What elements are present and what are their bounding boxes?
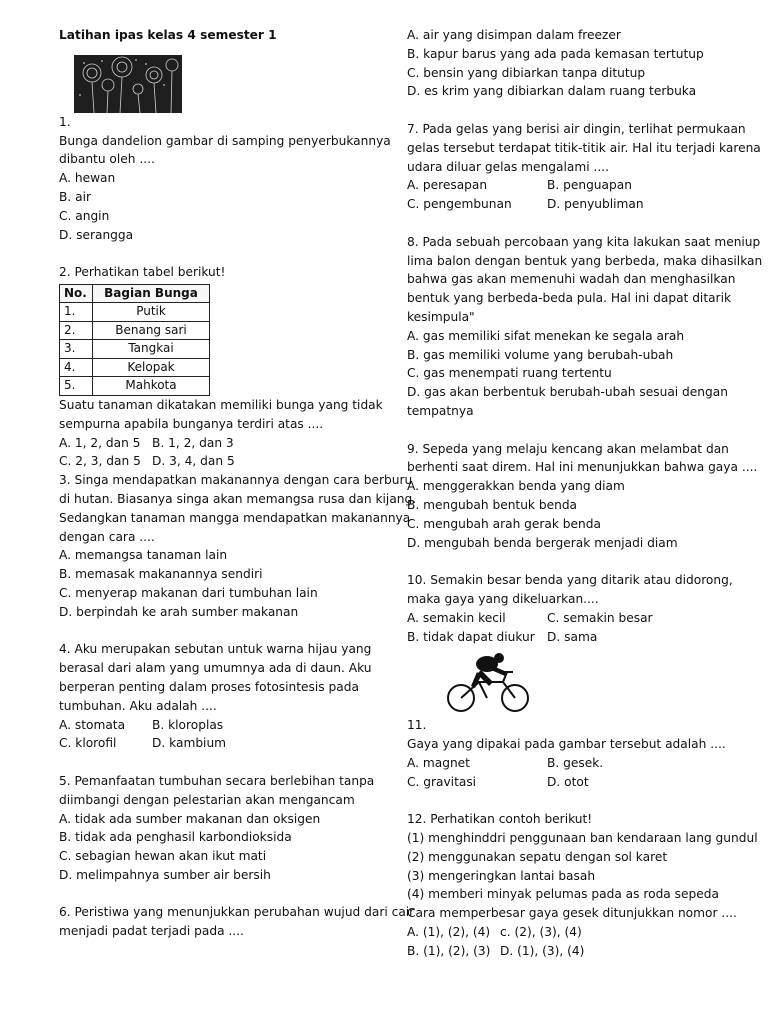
- q4-text-line2: berasal dari alam yang umumnya ada di daun. Aku: [59, 661, 372, 676]
- q8-text-line4: bentuk yang berbeda-beda pula. Hal ini dapat ditarik: [407, 291, 732, 306]
- q1-option-b: B. air: [59, 189, 91, 204]
- q9-option-a: A. menggerakkan benda yang diam: [407, 479, 625, 494]
- cyclist-illustration: [441, 652, 541, 716]
- right-column: [407, 26, 763, 961]
- q9-text-line2: berhenti saat direm. Hal ini menunjukkan bahwa gaya ....: [407, 460, 758, 475]
- q12-options-row1: [407, 923, 752, 942]
- table-cell-part: Putik: [93, 303, 210, 322]
- q1-option-a: A. hewan: [59, 171, 116, 186]
- q3-option-d: D. berpindah ke arah sumber makanan: [59, 604, 299, 619]
- q11-option-b: B. gesek.: [547, 755, 604, 770]
- q4-text-line3: berperan penting dalam proses fotosintesis pada: [59, 679, 359, 694]
- q5-text-line1: 5. Pemanfaatan tumbuhan secara berlebihan tanpa: [59, 773, 375, 788]
- q10-options-row2: [407, 628, 752, 647]
- q8-text-line1: 8. Pada sebuah percobaan yang kita lakukan saat meniup: [407, 234, 761, 249]
- q12-intro: 12. Perhatikan contoh berikut!: [407, 812, 593, 827]
- q12-option-d: D. (1), (3), (4): [500, 943, 585, 958]
- q7-text-line1: 7. Pada gelas yang berisi air dingin, terlihat permukaan: [407, 121, 746, 136]
- q12-option-a: A. (1), (2), (4): [407, 925, 491, 940]
- q9-option-d: D. mengubah benda bergerak menjadi diam: [407, 535, 678, 550]
- q1-option-c: C. angin: [59, 208, 110, 223]
- q11-number: 11.: [407, 718, 427, 733]
- q2-option-b: B. 1, 2, dan 3: [152, 435, 234, 450]
- flower-parts-table: [59, 284, 210, 396]
- q2-option-a: A. 1, 2, dan 5: [59, 435, 141, 450]
- q12-item-4: (4) memberi minyak pelumas pada as roda sepeda: [407, 887, 719, 902]
- table-cell-no: 5.: [60, 377, 93, 396]
- q5-option-c: C. sebagian hewan akan ikut mati: [59, 849, 267, 864]
- q11-text-line1: Gaya yang dipakai pada gambar tersebut adalah ....: [407, 737, 726, 752]
- q5-text-line2: diimbangi dengan pelestarian akan mengancam: [59, 792, 355, 807]
- q9-option-b: B. mengubah bentuk benda: [407, 497, 578, 512]
- table-cell-no: 2.: [60, 321, 93, 340]
- table-header-no: No.: [60, 284, 93, 303]
- q4-options-row2: [59, 734, 397, 753]
- q7-text-line3: udara diluar gelas mengalami ....: [407, 159, 609, 174]
- q7-option-d: D. penyubliman: [547, 197, 644, 212]
- q7-options-row1: [407, 176, 752, 195]
- q11-option-d: D. otot: [547, 774, 589, 789]
- table-row: [60, 303, 210, 322]
- q7-text-line2: gelas tersebut terdapat titik-titik air. Hal itu terjadi karena: [407, 140, 761, 155]
- q12-item-3: (3) mengeringkan lantai basah: [407, 868, 596, 883]
- q8-text-line3: bahwa gas akan memenuhi wadah dan menghasilkan: [407, 272, 736, 287]
- q10-text-line1: 10. Semakin besar benda yang ditarik atau didorong,: [407, 573, 733, 588]
- q10-option-b: B. tidak dapat diukur: [407, 629, 535, 644]
- q6-text-line1: 6. Peristiwa yang menunjukkan perubahan wujud dari cair: [59, 905, 415, 920]
- q6-option-a: A. air yang disimpan dalam freezer: [407, 28, 621, 42]
- q4-options-row1: [59, 716, 397, 735]
- q4-option-a: A. stomata: [59, 717, 126, 732]
- q12-item-1: (1) menghinddri penggunaan ban kendaraan lang gundul: [407, 831, 758, 846]
- q6-option-c: C. bensin yang dibiarkan tanpa ditutup: [407, 65, 646, 80]
- q2-intro: 2. Perhatikan tabel berikut!: [59, 265, 226, 280]
- q1-option-d: D. serangga: [59, 227, 134, 242]
- q12-item-2: (2) menggunakan sepatu dengan sol karet: [407, 849, 668, 864]
- q3-text-line1: 3. Singa mendapatkan makanannya dengan cara berburu: [59, 473, 413, 488]
- q8-option-a: A. gas memiliki sifat menekan ke segala arah: [407, 328, 685, 343]
- q8-text-line2: lima balon dengan bentuk yang berbeda, maka dihasilkan: [407, 253, 763, 268]
- table-header-part: Bagian Bunga: [93, 284, 210, 303]
- dandelion-photo: [74, 55, 182, 113]
- q6-option-d: D. es krim yang dibiarkan dalam ruang terbuka: [407, 84, 697, 99]
- q2-text-line2: sempurna apabila bunganya terdiri atas ....: [59, 416, 324, 431]
- table-cell-part: Tangkai: [93, 340, 210, 359]
- q1-number: 1.: [59, 114, 71, 129]
- q11-options-row2: [407, 773, 752, 792]
- q3-text-line2: di hutan. Biasanya singa akan memangsa rusa dan kijang.: [59, 491, 417, 506]
- q2-options-row2: [59, 452, 397, 471]
- q5-option-b: B. tidak ada penghasil karbondioksida: [59, 830, 292, 845]
- left-column: [59, 26, 417, 941]
- q12-option-c: c. (2), (3), (4): [500, 925, 582, 940]
- q2-option-d: D. 3, 4, dan 5: [152, 454, 235, 469]
- q3-option-a: A. memangsa tanaman lain: [59, 548, 228, 563]
- q9-text-line1: 9. Sepeda yang melaju kencang akan melambat dan: [407, 441, 729, 456]
- q3-text-line4: dengan cara ....: [59, 529, 155, 544]
- q2-option-c: C. 2, 3, dan 5: [59, 454, 141, 469]
- q10-option-a: A. semakin kecil: [407, 610, 506, 625]
- q4-option-b: B. kloroplas: [152, 717, 224, 732]
- q2-text-line1: Suatu tanaman dikatakan memiliki bunga yang tidak: [59, 397, 383, 412]
- q7-options-row2: [407, 195, 752, 214]
- q8-text-line5: kesimpula": [407, 309, 475, 324]
- q3-option-c: C. menyerap makanan dari tumbuhan lain: [59, 585, 318, 600]
- table-cell-part: Benang sari: [93, 321, 210, 340]
- q1-text-line1: Bunga dandelion gambar di samping penyerbukannya: [59, 133, 391, 148]
- q5-option-a: A. tidak ada sumber makanan dan oksigen: [59, 811, 321, 826]
- q5-option-d: D. melimpahnya sumber air bersih: [59, 867, 271, 882]
- q8-option-d-cont: tempatnya: [407, 403, 474, 418]
- q10-option-d: D. sama: [547, 629, 598, 644]
- q10-options-row1: [407, 609, 752, 628]
- q7-option-c: C. pengembunan: [407, 197, 512, 212]
- q10-text-line2: maka gaya yang dikeluarkan....: [407, 591, 599, 606]
- q2-options-row1: [59, 434, 397, 453]
- q8-option-b: B. gas memiliki volume yang berubah-ubah: [407, 347, 674, 362]
- table-cell-part: Mahkota: [93, 377, 210, 396]
- q9-option-c: C. mengubah arah gerak benda: [407, 516, 601, 531]
- q12-option-b: B. (1), (2), (3): [407, 943, 491, 958]
- q6-option-b: B. kapur barus yang ada pada kemasan tertutup: [407, 46, 704, 61]
- q8-option-d: D. gas akan berbentuk berubah-ubah sesuai dengan: [407, 385, 728, 400]
- table-row: [60, 358, 210, 377]
- table-row: [60, 340, 210, 359]
- table-row: [60, 321, 210, 340]
- table-cell-part: Kelopak: [93, 358, 210, 377]
- q11-option-a: A. magnet: [407, 755, 470, 770]
- q11-options-row1: [407, 754, 752, 773]
- table-header-row: [60, 284, 210, 303]
- q6-text-line2: menjadi padat terjadi pada ....: [59, 924, 244, 939]
- q1-text-line2: dibantu oleh ....: [59, 152, 155, 167]
- q12-options-row2: [407, 942, 752, 961]
- q12-question: Cara memperbesar gaya gesek ditunjukkan nomor ....: [407, 906, 737, 921]
- q3-option-b: B. memasak makanannya sendiri: [59, 567, 263, 582]
- q11-option-c: C. gravitasi: [407, 774, 477, 789]
- q4-option-c: C. klorofil: [59, 736, 117, 751]
- page-title: Latihan ipas kelas 4 semester 1: [59, 28, 277, 42]
- table-cell-no: 4.: [60, 358, 93, 377]
- q4-option-d: D. kambium: [152, 736, 227, 751]
- q7-option-b: B. penguapan: [547, 178, 632, 193]
- q7-option-a: A. peresapan: [407, 178, 488, 193]
- q10-option-c: C. semakin besar: [547, 610, 653, 625]
- table-cell-no: 1.: [60, 303, 93, 322]
- table-cell-no: 3.: [60, 340, 93, 359]
- q8-option-c: C. gas menempati ruang tertentu: [407, 366, 612, 381]
- q4-text-line1: 4. Aku merupakan sebutan untuk warna hijau yang: [59, 642, 372, 657]
- table-row: [60, 377, 210, 396]
- q4-text-line4: tumbuhan. Aku adalah ....: [59, 698, 217, 713]
- q3-text-line3: Sedangkan tanaman mangga mendapatkan makanannya: [59, 510, 411, 525]
